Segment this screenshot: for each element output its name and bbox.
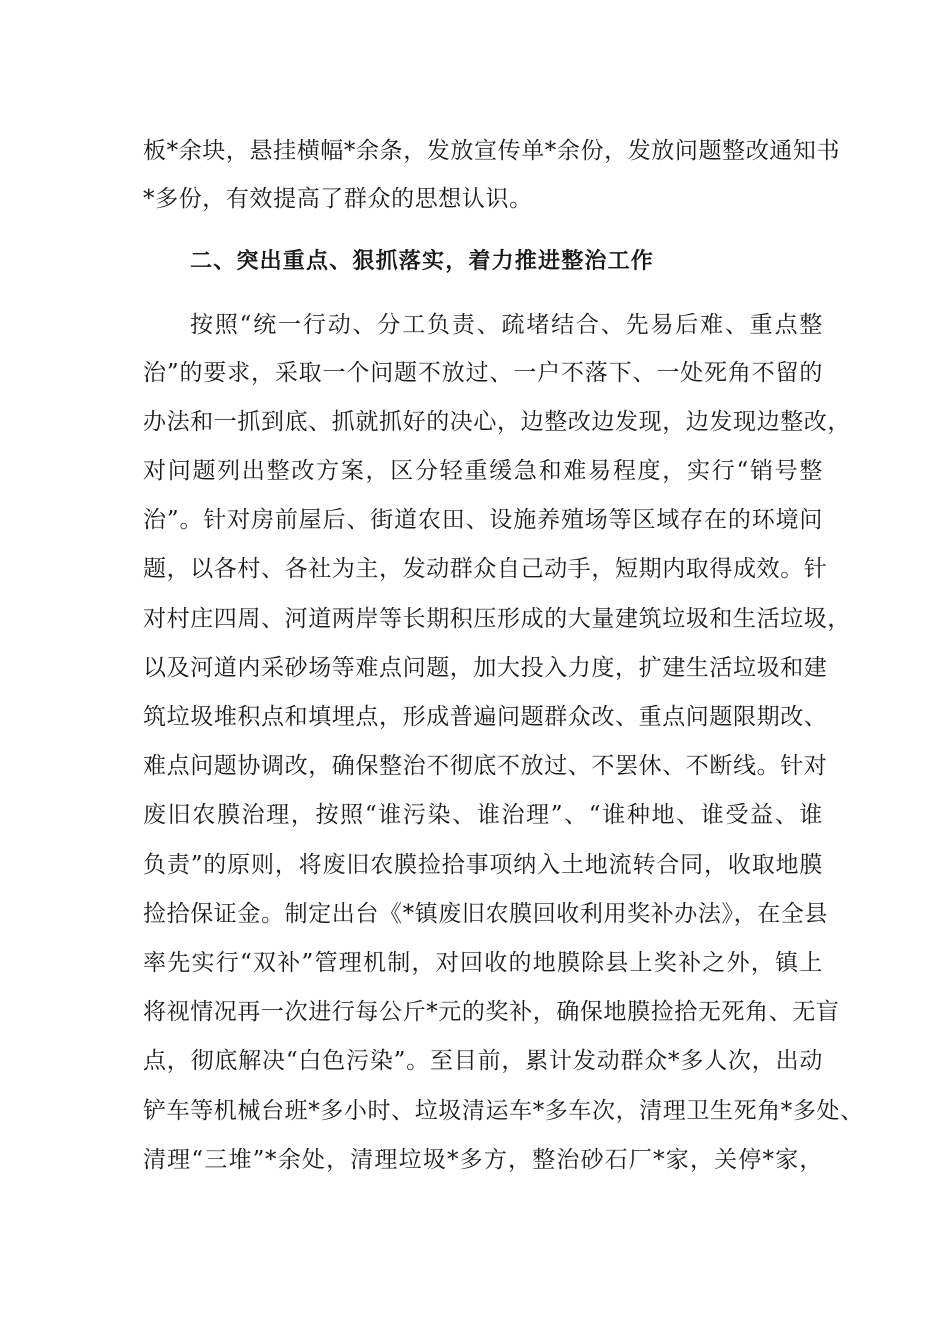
text-line-14: 废旧农膜治理，按照“谁污染、谁治理”、“谁种地、谁受益、谁 (143, 802, 823, 828)
text-line-1: 板*余块，悬挂横幅*余条，发放宣传单*余份，发放问题整改通知书 (143, 138, 841, 164)
text-line-8: 治”。针对房前屋后、街道农田、设施养殖场等区域存在的环境问 (143, 507, 823, 533)
text-line-5: 治”的要求，采取一个问题不放过、一户不落下、一处死角不留的 (143, 360, 823, 386)
text-line-9: 题，以各村、各社为主，发动群众自己动手，短期内取得成效。针 (143, 556, 828, 582)
text-line-7: 对问题列出整改方案，区分轻重缓急和难易程度，实行“销号整 (143, 458, 823, 484)
text-line-12: 筑垃圾堆积点和填埋点，形成普遍问题群众改、重点问题限期改、 (143, 704, 828, 730)
text-line-21: 清理“三堆”*余处，清理垃圾*多方，整治砂石厂*家，关停*家， (143, 1147, 823, 1173)
text-line-11: 以及河道内采砂场等难点问题，加大投入力度，扩建生活垃圾和建 (143, 655, 828, 681)
text-line-20: 铲车等机械台班*多小时、垃圾清运车*多车次，清理卫生死角*多处、 (143, 1098, 864, 1124)
text-line-15: 负责”的原则，将废旧农膜捡拾事项纳入土地流转合同，收取地膜 (143, 852, 823, 878)
text-line-4: 按照“统一行动、分工负责、疏堵结合、先易后难、重点整 (190, 312, 823, 338)
text-line-18: 将视情况再一次进行每公斤*元的奖补，确保地膜捡拾无死角、无盲 (143, 999, 840, 1025)
text-line-17: 率先实行“双补”管理机制，对回收的地膜除县上奖补之外，镇上 (143, 950, 823, 976)
text-line-13: 难点问题协调改，确保整治不彻底不放过、不罢休、不断线。针对 (143, 753, 828, 779)
text-line-2: *多份，有效提高了群众的思想认识。 (143, 186, 533, 212)
text-line-10: 对村庄四周、河道两岸等长期积压形成的大量建筑垃圾和生活垃圾， (143, 606, 851, 632)
text-line-6: 办法和一抓到底、抓就抓好的决心，边整改边发现，边发现边整改， (143, 409, 851, 435)
text-line-19: 点，彻底解决“白色污染”。至目前，累计发动群众*多人次，出动 (143, 1048, 823, 1074)
text-line-16: 捡拾保证金。制定出台《*镇废旧农膜回收利用奖补办法》，在全县 (143, 901, 828, 927)
section-heading: 二、突出重点、狠抓落实，着力推进整治工作 (190, 248, 655, 274)
